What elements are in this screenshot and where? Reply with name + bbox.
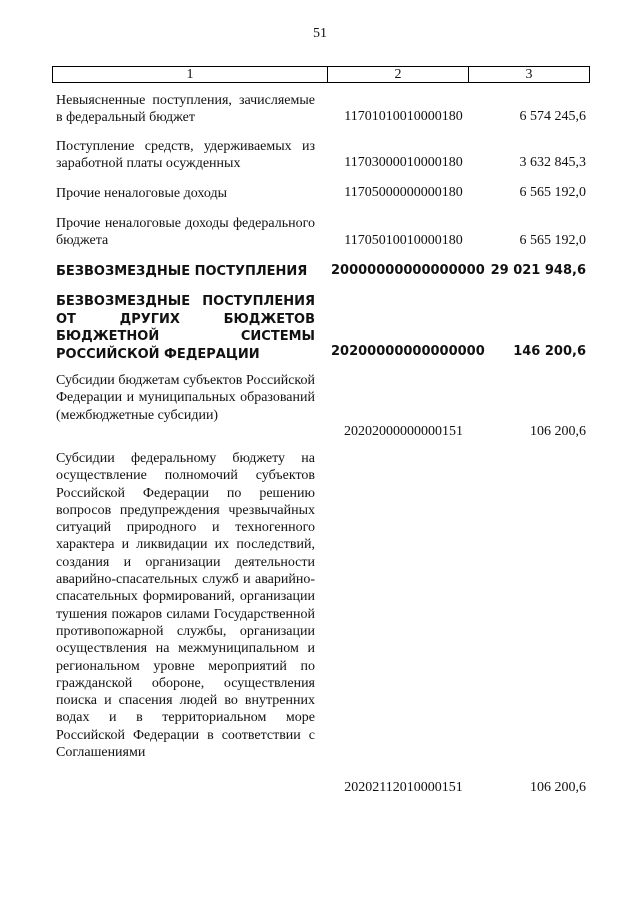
row-code: 11705010010000180 [344,233,463,248]
table-row [56,215,586,251]
header-col-2: 2 [328,67,469,82]
row-value: 146 200,6 [513,344,586,359]
table-header [52,66,590,83]
row-value: 106 200,6 [530,780,586,795]
row-code: 20202000000000151 [344,424,463,439]
row-name: Субсидии бюджетам субъектов Российской Федерации и муниципальных образований (межбюджетные субсидии) [56,373,315,423]
row-value: 106 200,6 [530,424,586,439]
row-value: 6 565 192,0 [519,185,586,200]
row-name: БЕЗВОЗМЕЗДНЫЕ ПОСТУПЛЕНИЯ ОТ ДРУГИХ БЮДЖЕТОВ БЮДЖЕТНОЙ СИСТЕМЫ РОССИЙСКОЙ ФЕДЕРАЦИИ [56,294,315,362]
table-row [56,293,586,363]
header-col-1: 1 [53,67,328,82]
table-row [56,372,586,442]
table-row [56,263,586,281]
table-row [56,92,586,128]
row-name: БЕЗВОЗМЕЗДНЫЕ ПОСТУПЛЕНИЯ [56,264,308,279]
header-col-3: 3 [525,67,533,82]
row-value: 6 565 192,0 [519,233,586,248]
row-name: Субсидии федеральному бюджету на осуществление полномочий субъектов Российской Федерации по решению вопросов предупреждения чрезвычайных ситуаций природного и техногенного характера и ликвидации их последствий, создания и организации деятельности аварийно-спасательных служб и аварийно-спасательных формирований, организации тушения пожаров силами Государственной противопожарной службы, организации осуществления на межмуниципальном и региональном уровне мероприятий по гражданской обороне, осуществления поиска и спасения людей во внутренних водах и в территориальном море Российской Федерации в соответствии с Соглашениями [56,451,315,761]
table-row [56,185,586,203]
row-value: 29 021 948,6 [490,263,586,278]
table-row [56,450,586,800]
row-code: 20202112010000151 [344,780,463,795]
row-name: Поступление средств, удерживаемых из заработной платы осужденных [56,139,315,172]
row-code: 20000000000000000 [331,263,485,278]
row-name: Прочие неналоговые доходы [56,186,228,201]
row-name: Прочие неналоговые доходы федерального бюджета [56,216,315,249]
row-code: 11705000000000180 [344,185,463,200]
row-code: 20200000000000000 [331,344,485,359]
row-code: 11703000010000180 [344,155,463,170]
page-number: 51 [313,26,327,41]
row-value: 3 632 845,3 [519,155,586,170]
row-code: 11701010010000180 [344,109,463,124]
row-value: 6 574 245,6 [519,109,586,124]
table-row [56,138,586,174]
row-name: Невыясненные поступления, зачисляемые в федеральный бюджет [56,93,315,126]
